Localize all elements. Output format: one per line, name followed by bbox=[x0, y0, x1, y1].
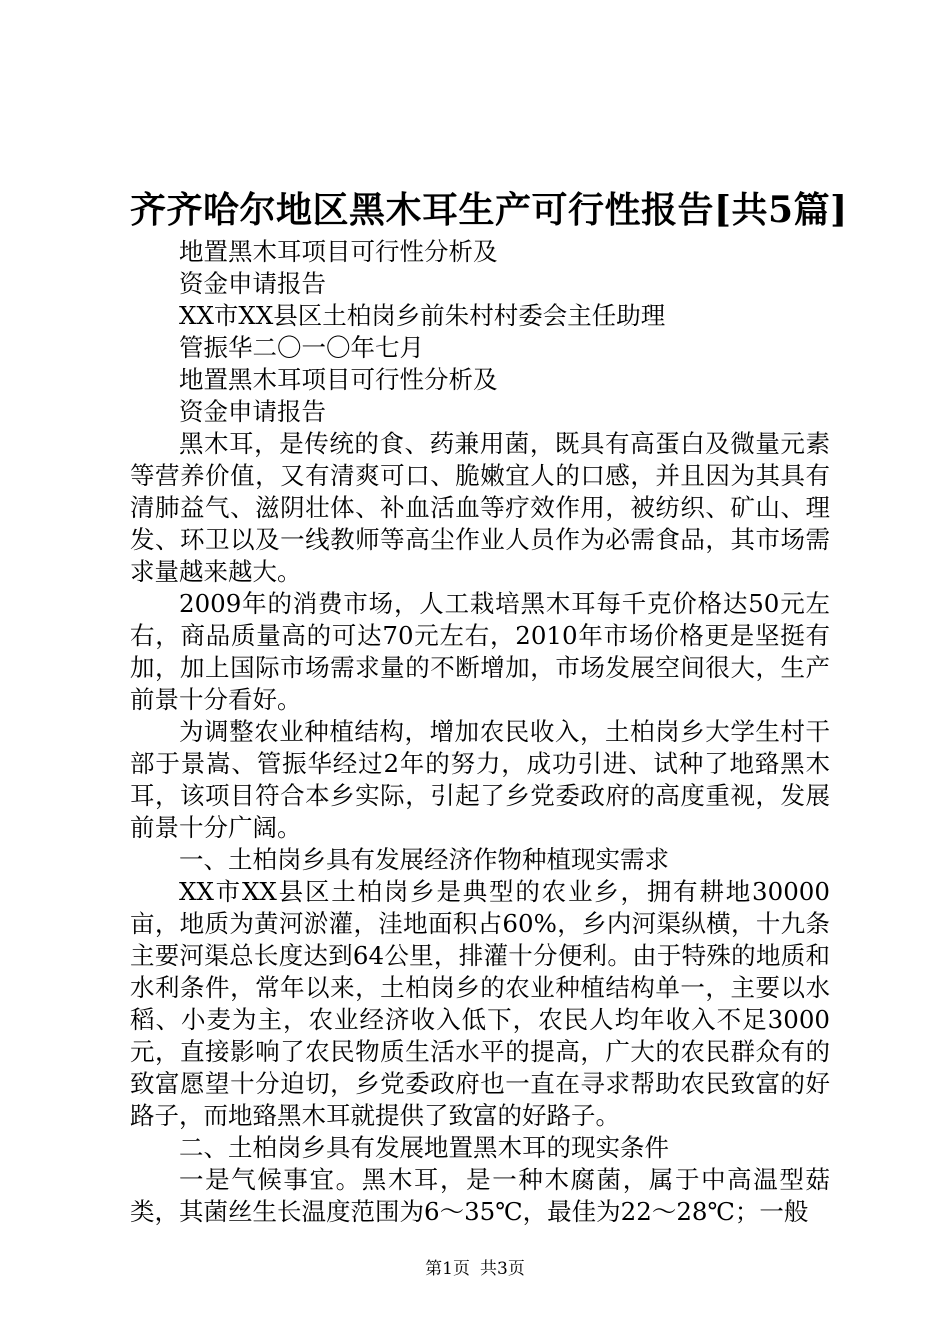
document-body bbox=[130, 236, 830, 1228]
document-title: 齐齐哈尔地区黑木耳生产可行性报告[共5篇] bbox=[130, 189, 848, 231]
page-total: 共3页 bbox=[480, 1259, 525, 1279]
page-footer bbox=[0, 1258, 950, 1280]
paragraph-report-title-2: 资金申请报告 bbox=[179, 397, 326, 426]
paragraph-report-title-1: 资金申请报告 bbox=[179, 269, 326, 298]
paragraph-intro: 黑木耳，是传统的食、药兼用菌，既具有高蛋白及微量元素等营养价值，又有清爽可口、脆嫩宜人的口感，并且因为其具有清肺益气、滋阴壮体、补血活血等疗效作用，被纺织、矿山、理发、环卫以及一线教师等高尘作业人员作为必需食品，其市场需求量越来越大。 bbox=[130, 429, 830, 586]
paragraph-climate: 一是气候事宜。黑木耳，是一种木腐菌，属于中高温型菇类，其菌丝生长温度范围为6～35℃，最佳为22～28℃；一般 bbox=[130, 1165, 830, 1226]
paragraph-adjustment: 为调整农业种植结构，增加农民收入，土柏岗乡大学生村干部于景嵩、管振华经过2年的努力，成功引进、试种了地臵黑木耳，该项目符合本乡实际，引起了乡党委政府的高度重视，发展前景十分广阔。 bbox=[130, 717, 830, 842]
paragraph-township: XX市XX县区土柏岗乡是典型的农业乡，拥有耕地30000亩，地质为黄河淤灌，洼地面积占60%，乡内河渠纵横，十九条主要河渠总长度达到64公里，排灌十分便利。由于特殊的地质和水利条件，常年以来，土柏岗乡的农业种植结构单一，主要以水稻、小麦为主，农业经济收入低下，农民人均年收入不足3000元，直接影响了农民物质生活水平的提高，广大的农民群众有的致富愿望十分迫切，乡党委政府也一直在寻求帮助农民致富的好路子，而地臵黑木耳就提供了致富的好路子。 bbox=[130, 877, 830, 1130]
paragraph-author-date: 管振华二〇一〇年七月 bbox=[179, 333, 424, 362]
section-heading-2: 二、土柏岗乡具有发展地置黑木耳的现实条件 bbox=[179, 1133, 669, 1162]
paragraph-project-title-1: 地置黑木耳项目可行性分析及 bbox=[179, 237, 498, 266]
section-heading-1: 一、土柏岗乡具有发展经济作物种植现实需求 bbox=[179, 845, 669, 874]
page-number: 第1页 bbox=[425, 1259, 470, 1279]
paragraph-project-title-2: 地置黑木耳项目可行性分析及 bbox=[179, 365, 498, 394]
paragraph-author-affiliation: XX市XX县区土柏岗乡前朱村村委会主任助理 bbox=[179, 301, 666, 330]
paragraph-market: 2009年的消费市场，人工栽培黑木耳每千克价格达50元左右，商品质量高的可达70元左右，2010年市场价格更是坚挺有加，加上国际市场需求量的不断增加，市场发展空间很大，生产前景十分看好。 bbox=[130, 589, 830, 714]
